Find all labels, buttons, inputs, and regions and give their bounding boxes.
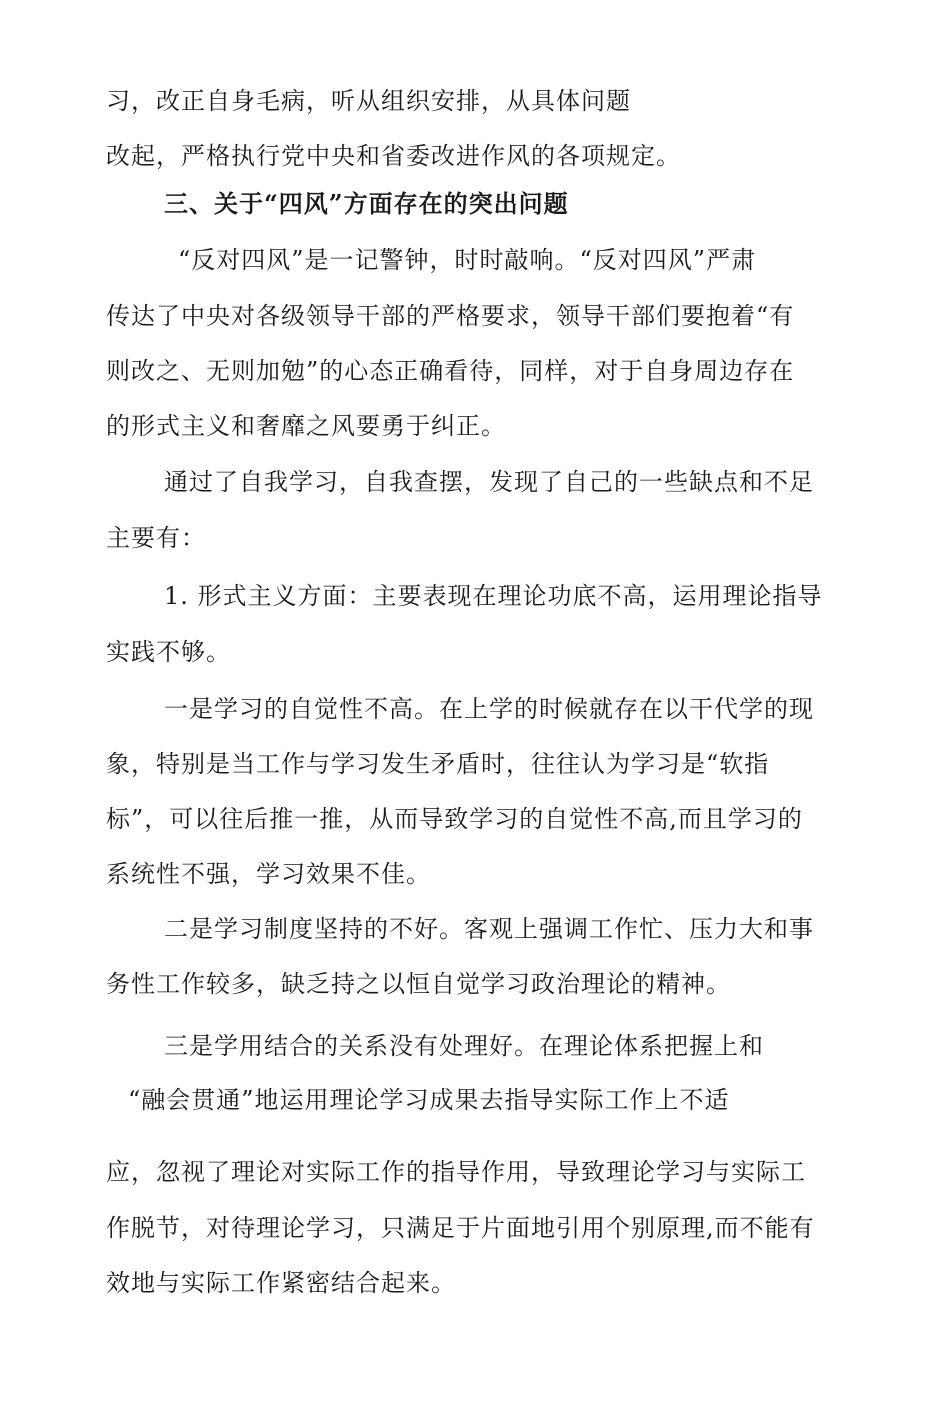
text-line: 作脱节，对待理论学习，只满足于片面地引用个别原理,而不能有: [106, 1214, 815, 1242]
text-line: 主要有：: [106, 524, 206, 552]
text-line: 实践不够。: [106, 638, 231, 666]
text-line: 效地与实际工作紧密结合起来。: [106, 1269, 456, 1297]
text-line: 传达了中央对各级领导干部的严格要求，领导干部们要抱着“有: [106, 302, 795, 330]
text-line: 系统性不强，学习效果不佳。: [106, 860, 431, 888]
text-line: “反对四风”是一记警钟，时时敲响。“反对四风”严肃: [178, 246, 757, 274]
text-line: 习，改正自身毛病，听从组织安排，从具体问题: [106, 87, 631, 115]
text-line: “融会贯通”地运用理论学习成果去指导实际工作上不适: [128, 1086, 730, 1114]
text-line: 三是学用结合的关系没有处理好。在理论体系把握上和: [164, 1032, 764, 1060]
text-line: 通过了自我学习，自我查摆，发现了自己的一些缺点和不足: [164, 468, 814, 496]
section-heading: 三、关于“四风”方面存在的突出问题: [164, 189, 569, 218]
text-line: 则改之、无则加勉”的心态正确看待，同样，对于自身周边存在: [106, 357, 795, 385]
text-line: 的形式主义和奢靡之风要勇于纠正。: [106, 412, 506, 440]
text-line: 务性工作较多，缺乏持之以恒自觉学习政治理论的精神。: [106, 970, 731, 998]
text-line: 改起，严格执行党中央和省委改进作风的各项规定。: [106, 142, 681, 170]
text-line: 应，忽视了理论对实际工作的指导作用，导致理论学习与实际工: [106, 1158, 806, 1186]
list-item-heading: 1. 形式主义方面：主要表现在理论功底不高，运用理论指导: [164, 582, 823, 610]
text-line: 象，特别是当工作与学习发生矛盾时，往往认为学习是“软指: [106, 750, 770, 778]
text-line: 一是学习的自觉性不高。在上学的时候就存在以干代学的现: [164, 695, 814, 723]
text-line: 二是学习制度坚持的不好。客观上强调工作忙、压力大和事: [164, 915, 814, 943]
text-line: 标”，可以往后推一推，从而导致学习的自觉性不高,而且学习的: [106, 805, 803, 833]
